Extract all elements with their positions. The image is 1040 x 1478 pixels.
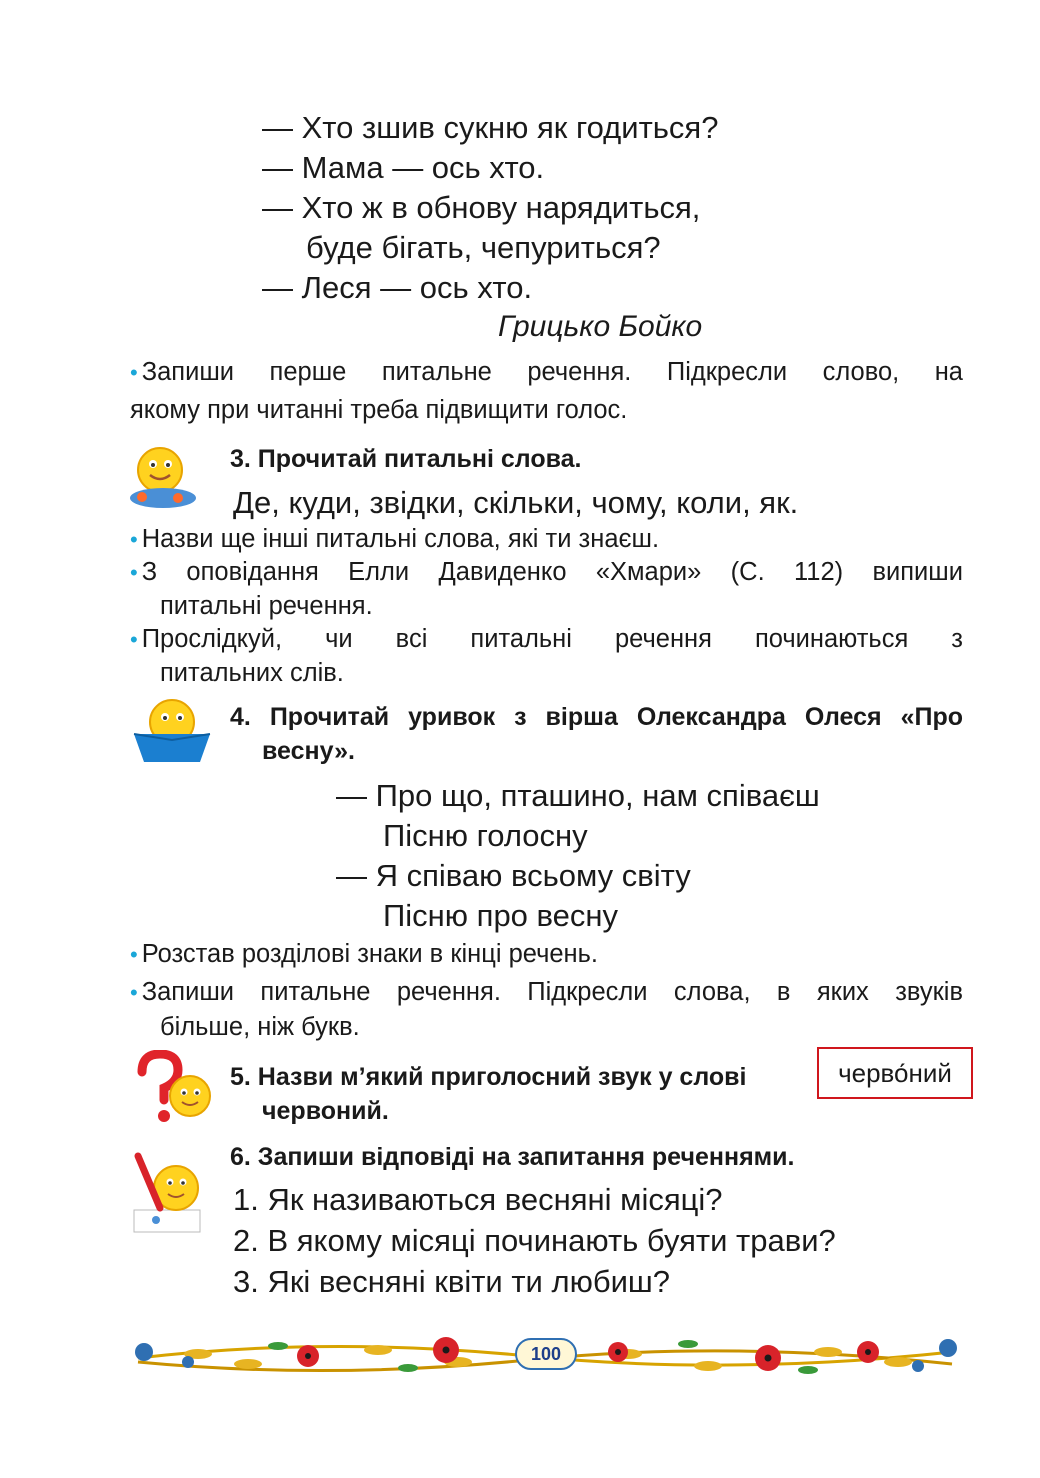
smiley-pencil-icon — [130, 1150, 206, 1236]
ex6-heading: 6. Запиши відповіді на запитання реченнями. — [230, 1143, 795, 1171]
poem1-line-2: — Мама — ось хто. — [262, 150, 545, 185]
ex4-bullet-1: • Розстав розділові знаки в кінці речень. — [130, 940, 599, 968]
page-number: 100 — [515, 1338, 577, 1370]
ex3-interrogative-words: Де, куди, звідки, скільки, чому, коли, як. — [233, 485, 799, 520]
smiley-reading-icon — [128, 442, 198, 512]
task-line-2: якому при читанні треба підвищити голос. — [130, 396, 628, 424]
ex3-heading: 3. Прочитай питальні слова. — [230, 445, 582, 473]
poem1-line-4: буде бігать, чепуриться? — [306, 230, 661, 265]
bullet-icon: • — [130, 627, 138, 652]
smiley-book-icon — [130, 696, 214, 766]
ex3-bullet-3-line-1: • Прослідкуй, чи всі питальні речення починаються з — [130, 625, 963, 653]
ex3-bullet-2-line-2: питальні речення. — [160, 592, 373, 620]
ex6-question-2: 2. В якому місяці починають буяти трави? — [233, 1223, 836, 1258]
poem1-line-5: — Леся — ось хто. — [262, 270, 533, 305]
ex4-heading-line-1: 4. Прочитай уривок з вірша Олександра Олеся «Про — [230, 703, 963, 731]
ex3-bullet-3-line-2: питальних слів. — [160, 659, 344, 687]
bullet-icon: • — [130, 980, 138, 1005]
bullet-icon: • — [130, 560, 138, 585]
bullet-icon: • — [130, 942, 138, 967]
ex6-question-1: 1. Як називаються весняні місяці? — [233, 1182, 723, 1217]
boxed-word: черво́ний — [817, 1047, 973, 1099]
ex3-bullet-2-line-1: • З оповідання Елли Давиденко «Хмари» (С. 112) випиши — [130, 558, 963, 586]
poem1-line-3: — Хто ж в обнову нарядиться, — [262, 190, 701, 225]
task-line-1: • Запиши перше питальне речення. Підкресли слово, на — [130, 358, 963, 386]
bullet-icon: • — [130, 360, 138, 385]
ex4-poem-line-4: Пісню про весну — [383, 898, 619, 933]
ex5-heading-line-2: червоний. — [262, 1097, 389, 1125]
ex4-heading-line-2: весну». — [262, 737, 355, 765]
poem1-line-1: — Хто зшив сукню як годиться? — [262, 110, 719, 145]
ex4-bullet-2-line-2: більше, ніж букв. — [160, 1013, 360, 1041]
poem1-author: Грицько Бойко — [498, 310, 703, 343]
bullet-icon: • — [130, 527, 138, 552]
ex4-bullet-2-line-1: • Запиши питальне речення. Підкресли слова, в яких звуків — [130, 978, 963, 1006]
ex4-poem-line-3: — Я співаю всьому світу — [336, 858, 691, 893]
ex4-poem-line-2: Пісню голосну — [383, 818, 588, 853]
ex3-bullet-1: • Назви ще інші питальні слова, які ти знаєш. — [130, 525, 660, 553]
ex6-question-3: 3. Які весняні квіти ти любиш? — [233, 1264, 670, 1299]
question-smiley-icon — [130, 1050, 214, 1126]
ex5-heading-line-1: 5. Назви м’який приголосний звук у слові — [230, 1063, 747, 1091]
ex4-poem-line-1: — Про що, пташино, нам співаєш — [336, 778, 820, 813]
